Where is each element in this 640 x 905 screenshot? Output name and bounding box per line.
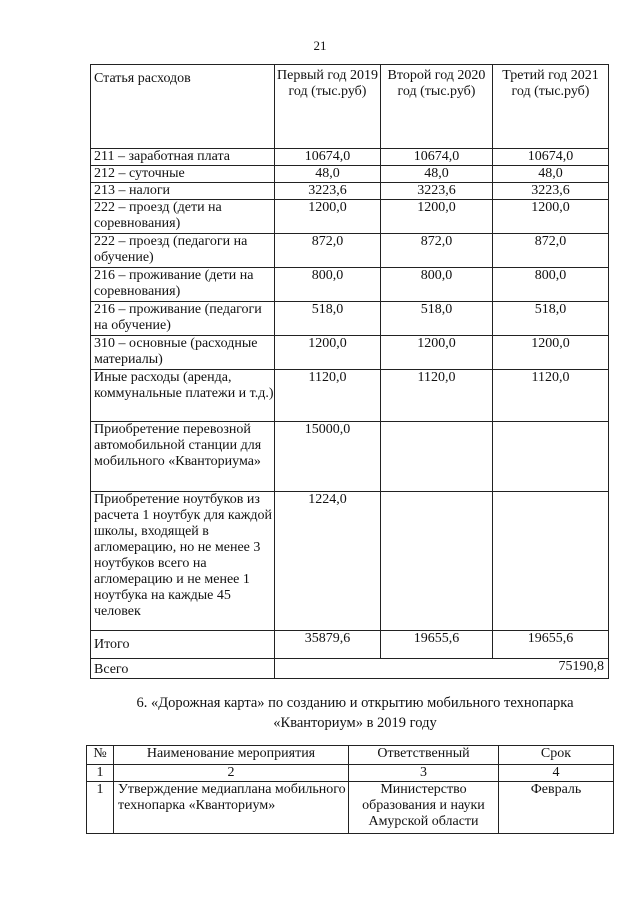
roadmap-header-row (87, 746, 614, 765)
value-2019: 872,0 (275, 234, 381, 268)
row-label: Итого (91, 631, 275, 659)
value-2021: 48,0 (493, 166, 609, 183)
value-2020 (381, 492, 493, 631)
column-number: 1 (87, 765, 114, 782)
table-row (91, 234, 609, 268)
row-label: 222 – проезд (педагоги на обучение) (91, 234, 275, 268)
header-event-name: Наименование мероприятия (114, 746, 349, 765)
table-row (91, 492, 609, 631)
header-year-2021: Третий год 2021 год (тыс.руб) (493, 65, 609, 149)
value-2020: 3223,6 (381, 183, 493, 200)
header-year-2020: Второй год 2020 год (тыс.руб) (381, 65, 493, 149)
value-2020: 872,0 (381, 234, 493, 268)
value-2021: 10674,0 (493, 149, 609, 166)
row-label: 216 – проживание (дети на соревнования) (91, 268, 275, 302)
value-2020: 1200,0 (381, 200, 493, 234)
value-2020: 1200,0 (381, 336, 493, 370)
row-label: 222 – проезд (дети на соревнования) (91, 200, 275, 234)
value-2019: 15000,0 (275, 422, 381, 492)
grand-total-label: Всего (91, 659, 275, 679)
row-label: 310 – основные (расходные материалы) (91, 336, 275, 370)
value-2019: 1200,0 (275, 200, 381, 234)
table-row (91, 166, 609, 183)
value-2019: 35879,6 (275, 631, 381, 659)
row-number: 1 (87, 782, 114, 834)
value-2021: 800,0 (493, 268, 609, 302)
deadline: Февраль (499, 782, 614, 834)
value-2021: 872,0 (493, 234, 609, 268)
value-2019: 1200,0 (275, 336, 381, 370)
value-2021: 3223,6 (493, 183, 609, 200)
table-row (91, 302, 609, 336)
value-2021 (493, 492, 609, 631)
roadmap-table (86, 745, 614, 834)
event-name: Утверждение медиаплана мобильного технопарка «Кванториум» (114, 782, 349, 834)
row-label: Иные расходы (аренда, коммунальные платежи и т.д.) (91, 370, 275, 422)
value-2020: 48,0 (381, 166, 493, 183)
header-deadline: Срок (499, 746, 614, 765)
table-row (91, 268, 609, 302)
value-2019: 48,0 (275, 166, 381, 183)
header-year-2019: Первый год 2019 год (тыс.руб) (275, 65, 381, 149)
table-row (87, 782, 614, 834)
grand-total-row (91, 659, 609, 679)
value-2020: 518,0 (381, 302, 493, 336)
roadmap-title: 6. «Дорожная карта» по созданию и открытию мобильного технопарка «Кванториум» в 2019 году (136, 695, 574, 731)
page-number: 21 (313, 38, 327, 53)
table-row (91, 149, 609, 166)
value-2020: 10674,0 (381, 149, 493, 166)
table-row (91, 200, 609, 234)
value-2021: 518,0 (493, 302, 609, 336)
table-row (91, 336, 609, 370)
row-label: 216 – проживание (педагоги на обучение) (91, 302, 275, 336)
budget-table (90, 64, 609, 679)
row-label: 211 – заработная плата (91, 149, 275, 166)
total-row (91, 631, 609, 659)
column-number: 4 (499, 765, 614, 782)
value-2020: 1120,0 (381, 370, 493, 422)
value-2021: 1200,0 (493, 336, 609, 370)
header-number: № (87, 746, 114, 765)
row-label: Приобретение перевозной автомобильной станции для мобильного «Кванториума» (91, 422, 275, 492)
value-2021: 19655,6 (493, 631, 609, 659)
row-label: 212 – суточные (91, 166, 275, 183)
roadmap-numbering-row (87, 765, 614, 782)
value-2019: 10674,0 (275, 149, 381, 166)
column-number: 2 (114, 765, 349, 782)
value-2021: 1200,0 (493, 200, 609, 234)
value-2021 (493, 422, 609, 492)
grand-total-value: 75190,8 (275, 659, 609, 679)
row-label: Приобретение ноутбуков из расчета 1 ноутбук для каждой школы, входящей в агломерацию, но не менее 3 ноутбуков всего на агломерацию и не менее 1 ноутбука на каждые 45 человек (91, 492, 275, 631)
budget-header-row (91, 65, 609, 149)
value-2021: 1120,0 (493, 370, 609, 422)
value-2020 (381, 422, 493, 492)
value-2019: 518,0 (275, 302, 381, 336)
table-row (91, 183, 609, 200)
value-2020: 19655,6 (381, 631, 493, 659)
value-2019: 800,0 (275, 268, 381, 302)
header-responsible: Ответственный (349, 746, 499, 765)
header-expense-item: Статья расходов (91, 65, 275, 149)
value-2019: 1224,0 (275, 492, 381, 631)
value-2020: 800,0 (381, 268, 493, 302)
table-row (91, 370, 609, 422)
column-number: 3 (349, 765, 499, 782)
value-2019: 3223,6 (275, 183, 381, 200)
value-2019: 1120,0 (275, 370, 381, 422)
row-label: 213 – налоги (91, 183, 275, 200)
table-row (91, 422, 609, 492)
responsible: Министерство образования и науки Амурской области (349, 782, 499, 834)
